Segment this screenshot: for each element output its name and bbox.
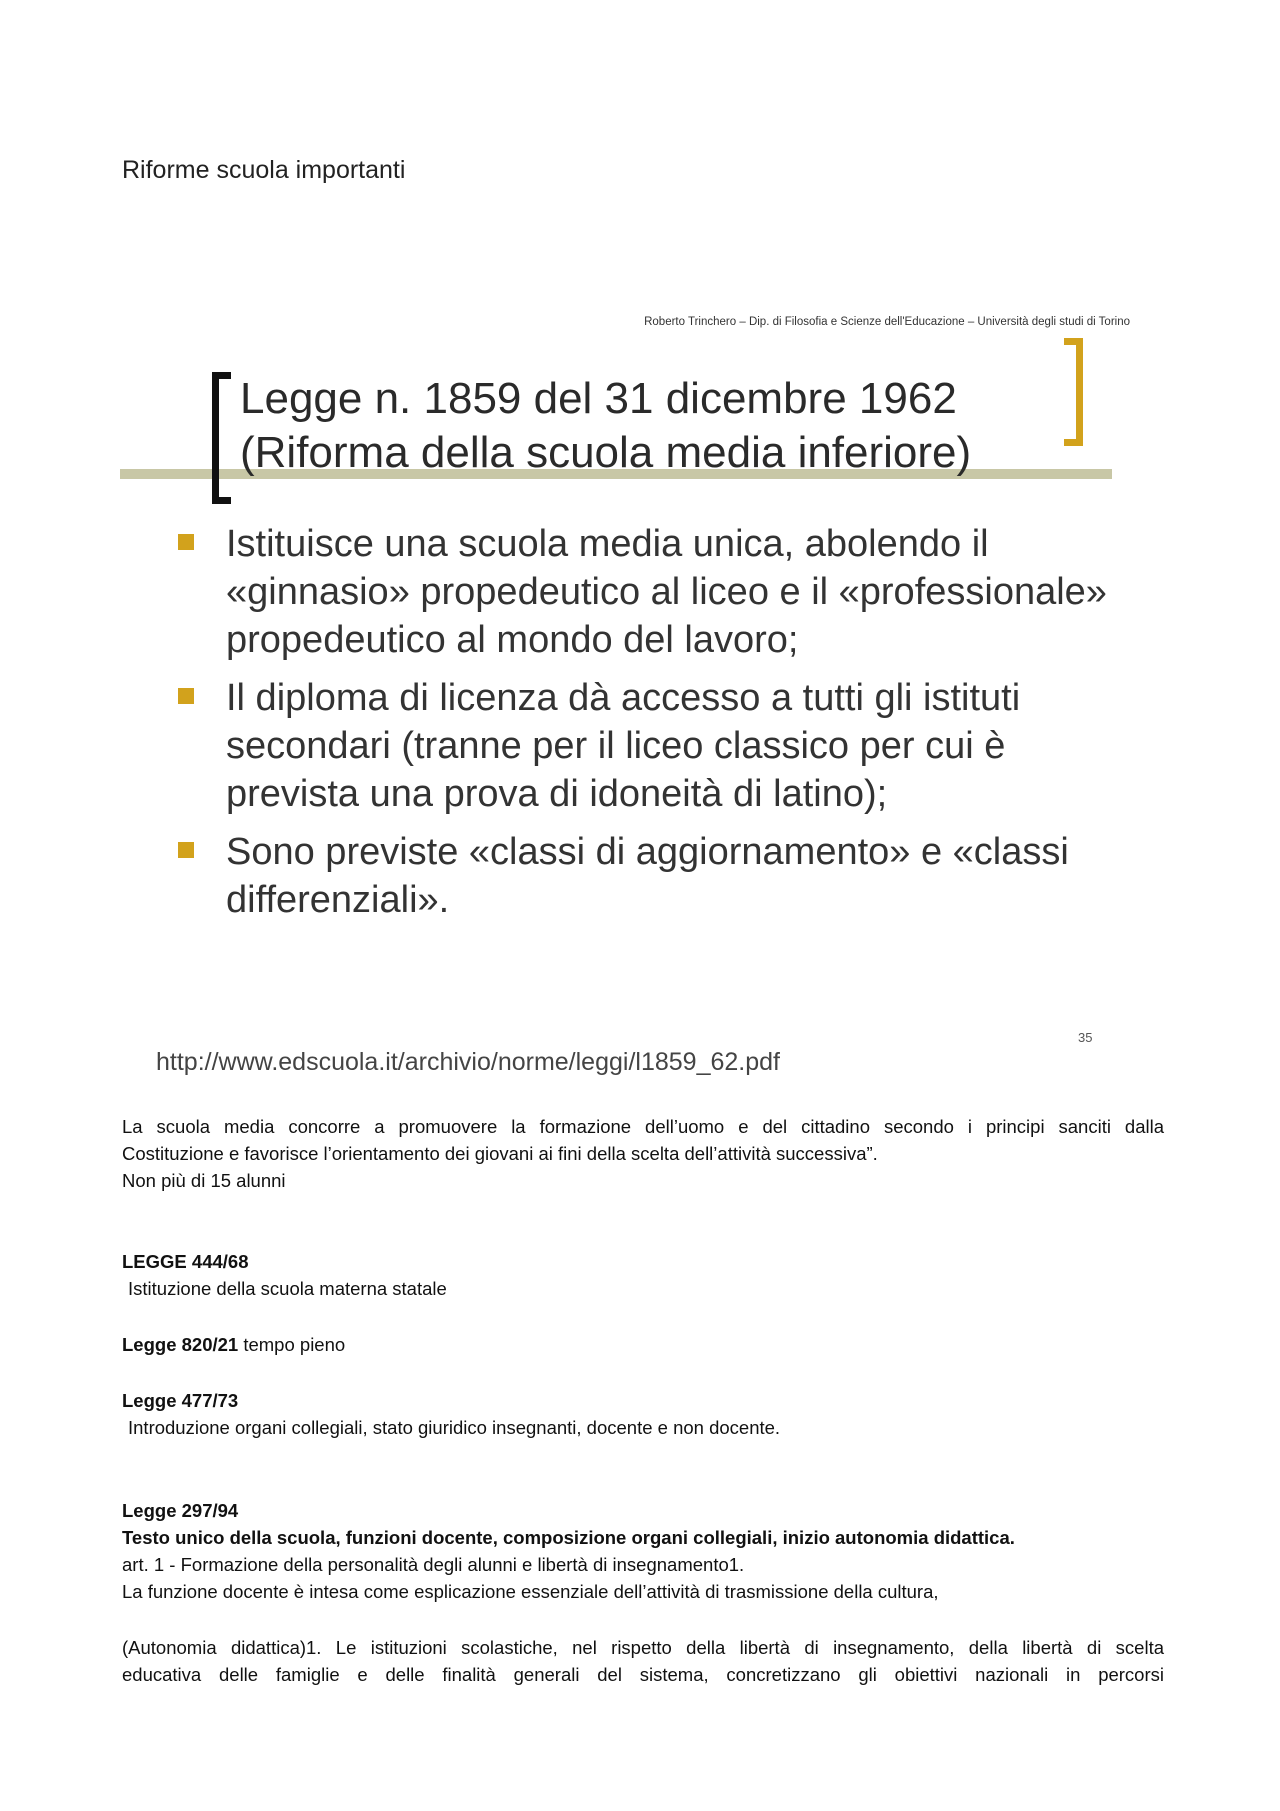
right-bracket-decoration — [1064, 338, 1083, 446]
slide-title — [240, 372, 971, 480]
law-heading: Legge 820/21 — [122, 1334, 239, 1355]
paragraph-line: Non più di 15 alunni — [122, 1170, 286, 1191]
paragraph-line: La scuola media concorre a promuovere la formazione dell’uomo e del cittadino secondo i principi sanciti dalla — [122, 1116, 1164, 1137]
law-820-section — [122, 1331, 1164, 1358]
slide-number: 35 — [1078, 1030, 1093, 1045]
law-477-section — [122, 1387, 1164, 1441]
square-bullet-icon — [178, 842, 194, 858]
law-article: art. 1 - Formazione della personalità degli alunni e libertà di insegnamento1. — [122, 1554, 745, 1575]
law-heading: Legge 297/94 — [122, 1500, 239, 1521]
slide-bullet — [178, 828, 1118, 924]
square-bullet-icon — [178, 688, 194, 704]
law-description: La funzione docente è intesa come esplicazione essenziale dell’attività di trasmissione della cultura, — [122, 1581, 939, 1602]
autonomia-paragraph — [122, 1634, 1164, 1688]
slide-bullet-text: Istituisce una scuola media unica, abolendo il «ginnasio» propedeutico al liceo e il «professionale» propedeutico al mondo del lavoro; — [226, 523, 1107, 661]
slide-source-url: http://www.edscuola.it/archivio/norme/leggi/l1859_62.pdf — [156, 1048, 780, 1076]
paragraph-line: Costituzione e favorisce l’orientamento dei giovani ai fini della scelta dell’attività successiva”. — [122, 1143, 878, 1164]
slide-bullet-list — [178, 520, 1118, 934]
law-444-section — [122, 1248, 1164, 1302]
law-subtitle: Testo unico della scuola, funzioni docente, composizione organi collegiali, inizio autonomia didattica. — [122, 1527, 1015, 1548]
law-description: Istituzione della scuola materna statale — [128, 1278, 447, 1299]
paragraph-line: educativa delle famiglie e delle finalità generali del sistema, concretizzano gli obiettivi nazionali in percorsi — [122, 1664, 1164, 1685]
slide-bullet — [178, 674, 1118, 818]
slide-title-line-1: Legge n. 1859 del 31 dicembre 1962 — [240, 374, 957, 423]
slide-bullet — [178, 520, 1118, 664]
slide-header: Roberto Trinchero – Dip. di Filosofia e Scienze dell'Educazione – Università degli studi di Torino — [644, 316, 1130, 328]
paragraph-line: (Autonomia didattica)1. Le istituzioni scolastiche, nel rispetto della libertà di insegnamento, della libertà di scelta — [122, 1637, 1164, 1658]
left-bracket-decoration — [212, 372, 231, 504]
embedded-slide-image — [120, 300, 1140, 1090]
square-bullet-icon — [178, 534, 194, 550]
law-297-section — [122, 1497, 1164, 1605]
law-description: Introduzione organi collegiali, stato giuridico insegnanti, docente e non docente. — [128, 1417, 781, 1438]
law-heading: LEGGE 444/68 — [122, 1251, 249, 1272]
slide-bullet-text: Il diploma di licenza dà accesso a tutti gli istituti secondari (tranne per il liceo classico per cui è prevista una prova di idoneità di latino); — [226, 677, 1021, 815]
law-heading: Legge 477/73 — [122, 1390, 239, 1411]
paragraph-scuola-media — [122, 1113, 1164, 1194]
slide-title-line-2: (Riforma della scuola media inferiore) — [240, 428, 972, 477]
slide-bullet-text: Sono previste «classi di aggiornamento» e «classi differenziali». — [226, 831, 1069, 921]
document-title: Riforme scuola importanti — [122, 156, 406, 184]
law-description: tempo pieno — [243, 1334, 346, 1355]
